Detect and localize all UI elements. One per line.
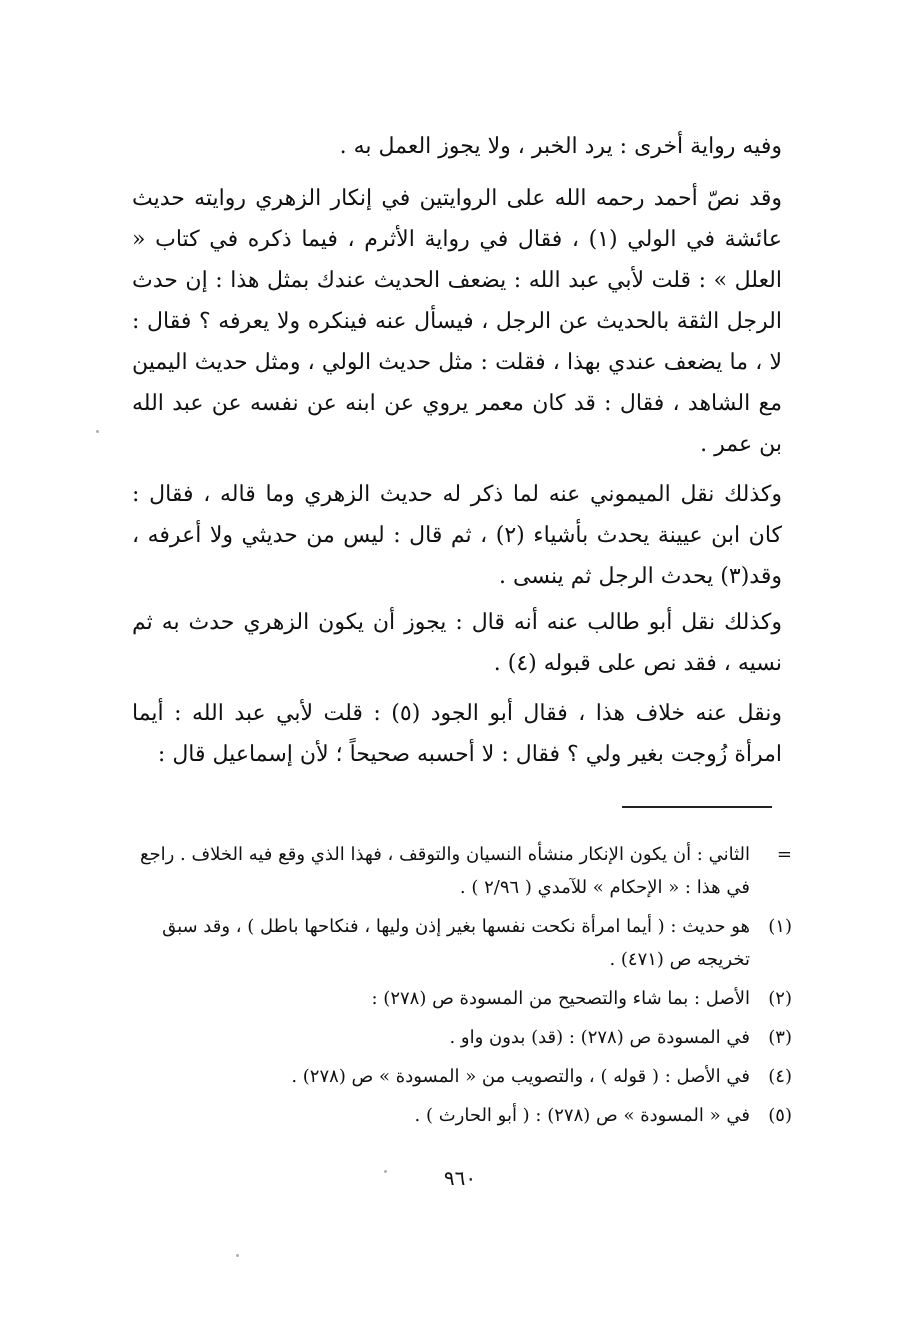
page-number: ٩٦٠ xyxy=(443,1166,477,1190)
footnote-item xyxy=(132,910,792,976)
footnote-item xyxy=(132,1060,792,1093)
footnotes xyxy=(132,838,792,1138)
footnote-mark: (٢) xyxy=(768,988,792,1009)
footnote-mark: (١) xyxy=(768,916,792,937)
main-text-block xyxy=(132,178,782,465)
paragraph-2: وقد نصّ أحمد رحمه الله على الروايتين في إنكار الزهري روايته حديث عائشة في الولي (١) ، فقال في رواية الأثرم ، فيما ذكره في كتاب « العلل » : قلت لأبي عبد الله : يضعف الحديث عندك بمثل هذا : إن حدث الرجل الثقة بالحديث عن الرجل ، فيسأل عنه فينكره ولا يعرفه ؟ فقال : لا ، ما يضعف عندي بهذا ، فقلت : مثل حديث الولي ، ومثل حديث اليمين مع الشاهد ، فقال : قد كان معمر يروي عن ابنه عن نفسه عن عبد الله بن عمر . xyxy=(132,186,782,457)
main-text-block xyxy=(132,602,782,684)
footnote-item xyxy=(132,838,792,904)
scan-speck xyxy=(384,1170,387,1173)
footnote-mark: (٣) xyxy=(768,1027,792,1048)
footnote-text: في المسودة ص (٢٧٨) : (قد) بدون واو . xyxy=(449,1027,750,1048)
footnote-text: هو حديث : ( أيما امرأة نكحت نفسها بغير إذن وليها ، فنكاحها باطل ) ، وقد سبق تخريجه ص (٤٧١) . xyxy=(162,916,750,970)
paragraph-5: ونقل عنه خلاف هذا ، فقال أبو الجود (٥) : قلت لأبي عبد الله : أيما امرأة زُوجت بغير ولي ؟ فقال : لا أحسبه صحيحاً ؛ لأن إسماعيل قال : xyxy=(132,701,782,767)
footnote-item xyxy=(132,982,792,1015)
scan-speck xyxy=(96,430,99,433)
footnote-item xyxy=(132,1021,792,1054)
main-text-block xyxy=(132,693,782,775)
footnote-text: الثاني : أن يكون الإنكار منشأه النسيان والتوقف ، فهذا الذي وقع فيه الخلاف . راجع في هذا : « الإحكام » للآمدي ( ٢/٩٦ ) . xyxy=(139,844,750,898)
paragraph-1: وفيه رواية أخرى : يرد الخبر ، ولا يجوز العمل به . xyxy=(339,134,782,159)
footnote-mark: (٤) xyxy=(768,1066,792,1087)
main-text-block xyxy=(132,474,782,597)
main-text-block xyxy=(132,126,782,167)
paragraph-3: وكذلك نقل الميموني عنه لما ذكر له حديث الزهري وما قاله ، فقال : كان ابن عيينة يحدث بأشياء (٢) ، ثم قال : ليس من حديثي ولا أعرفه ، وقد(٣) يحدث الرجل ثم ينسى . xyxy=(132,482,783,589)
scan-speck xyxy=(236,1254,239,1257)
footnote-item xyxy=(132,1099,792,1132)
footnote-mark: (٥) xyxy=(768,1105,792,1126)
paragraph-4: وكذلك نقل أبو طالب عنه أنه قال : يجوز أن يكون الزهري حدث به ثم نسيه ، فقد نص على قبوله (٤) . xyxy=(132,610,782,676)
footnote-text: في « المسودة » ص (٢٧٨) : ( أبو الحارث ) . xyxy=(414,1105,750,1126)
footnote-text: في الأصل : ( قوله ) ، والتصويب من « المسودة » ص (٢٧٨) . xyxy=(291,1066,750,1087)
footnote-text: الأصل : بما شاء والتصحيح من المسودة ص (٢٧٨) : xyxy=(371,988,750,1009)
footnote-mark: = xyxy=(776,844,792,865)
footnote-separator xyxy=(622,806,772,808)
